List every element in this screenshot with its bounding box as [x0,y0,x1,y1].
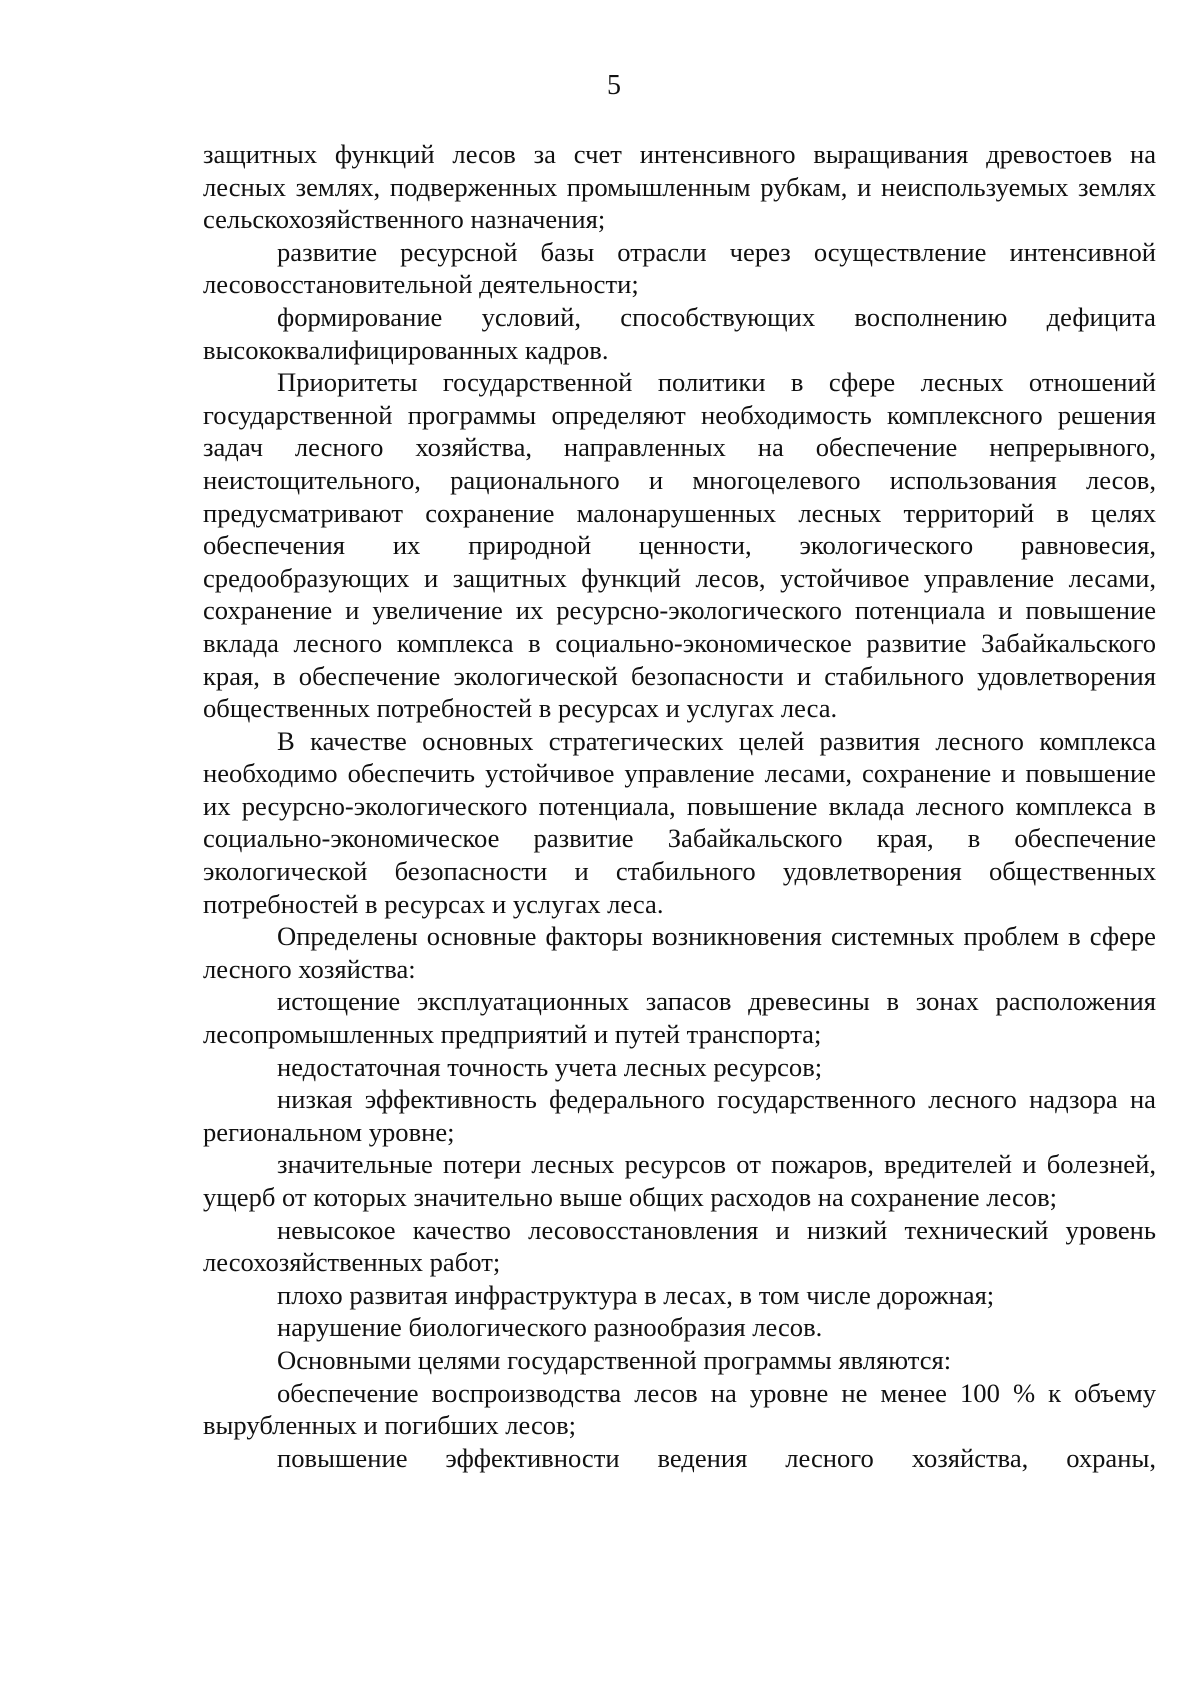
list-item: недостаточная точность учета лесных ресурсов; [277,1051,823,1082]
body-text [203,138,1156,1474]
list-item: нарушение биологического разнообразия лесов. [277,1312,823,1343]
list-item: невысокое качество лесовосстановления и низкий технический уровень лесохозяйственных работ; [203,1214,1156,1278]
page-number: 5 [607,70,621,101]
list-item: значительные потери лесных ресурсов от пожаров, вредителей и болезней, ущерб от которых значительно выше общих расходов на сохранение лесов; [203,1149,1156,1212]
list-item: обеспечение воспроизводства лесов на уровне не менее 100 % к объему вырубленных и погибших лесов; [203,1377,1156,1441]
list-item: низкая эффективность федерального государственного лесного надзора на региональном уровне; [203,1084,1156,1147]
list-item: повышение эффективности ведения лесного хозяйства, охраны, [277,1442,1156,1473]
paragraph: В качестве основных стратегических целей развития лесного комплекса необходимо обеспечить устойчивое управление лесами, сохранение и повышение их ресурсно-экологического потенциала, повышение вклада лесного комплекса в социально-экономическое развитие Забайкальского края, в обеспечение экологической безопасности и стабильного удовлетворения общественных потребностей в ресурсах и услугах леса. [203,725,1156,919]
paragraph: формирование условий, способствующих восполнению дефицита высококвалифицированных кадров. [203,301,1156,365]
paragraph: Приоритеты государственной политики в сфере лесных отношений государственной программы определяют необходимость комплексного решения задач лесного хозяйства, направленных на обеспечение непрерывного, неистощительного, рационального и многоцелевого использования лесов, предусматривают сохранение малонарушенных лесных территорий в целях обеспечения их природной ценности, экологического равновесия, средообразующих и защитных функций лесов, устойчивое управление лесами, сохранение и увеличение их ресурсно-экологического потенциала и повышение вклада лесного комплекса в социально-экономическое развитие Забайкальского края, в обеспечение экологической безопасности и стабильного удовлетворения общественных потребностей в ресурсах и услугах леса. [203,367,1156,724]
paragraph: Определены основные факторы возникновения системных проблем в сфере лесного хозяйства: [203,921,1156,984]
paragraph: защитных функций лесов за счет интенсивного выращивания древостоев на лесных землях, подверженных промышленным рубкам, и неиспользуемых землях сельскохозяйственного назначения; [203,139,1156,235]
list-item: плохо развитая инфраструктура в лесах, в том числе дорожная; [277,1279,995,1310]
paragraph: развитие ресурсной базы отрасли через осуществление интенсивной лесовосстановительной деятельности; [203,236,1156,300]
paragraph: Основными целями государственной программы являются: [277,1344,952,1375]
list-item: истощение эксплуатационных запасов древесины в зонах расположения лесопромышленных предприятий и путей транспорта; [203,986,1156,1050]
